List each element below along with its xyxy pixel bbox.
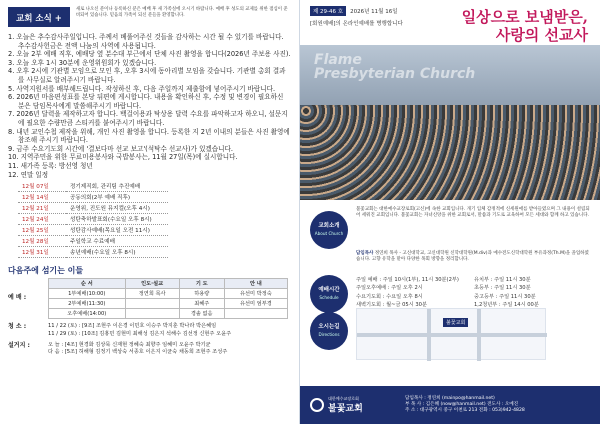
worship-tag-en: Schedule — [319, 295, 339, 300]
roles-cell: 하용량 — [179, 289, 224, 299]
roles-header: 안 내 — [224, 279, 287, 289]
cover-panel — [300, 0, 600, 424]
directions-tag-en: Directions — [318, 332, 340, 337]
news-note: 새로 나오신 분이나 등록하신 분은 예배 후 새 가족실에 오시기 바랍니다. 예배 후 성도의 교제를 위한 점심이 준비되어 있습니다. 믿음의 가족이 되신 분들을 환영합니다. — [75, 7, 288, 18]
worship-time: 유치부 : 주일 11시 30분 — [474, 277, 531, 283]
roles-cell: 정연희 목사 — [125, 289, 179, 299]
roles-header-row — [49, 279, 288, 289]
news-item: 6. 2026년 마음편성표를 본당 뒤편에 게시합니다. 내용을 확인하신 후, 수정 및 변경이 필요하신 분은 담임목사에게 말씀해주시기 바랍니다. — [8, 93, 284, 110]
schedule-date: 12월 24일 — [18, 214, 66, 225]
news-item: 5. 사역지원서를 배부해드립니다. 작성하신 후, 다음 주일까지 제출함에 넣어주시기 바랍니다. — [8, 84, 276, 93]
roles-cell — [125, 299, 179, 309]
schedule-date: 12월 25일 — [18, 225, 66, 236]
schedule-row — [18, 181, 168, 192]
congregation-photo — [300, 45, 600, 200]
worship-row — [356, 284, 592, 292]
church-logo — [310, 396, 405, 414]
worship-times — [356, 276, 592, 310]
map-road — [357, 333, 547, 337]
schedule-date: 12월 14일 — [18, 192, 66, 203]
news-item: 3. 오늘 오후 1시 30분에 운영위원회가 있겠습니다. — [8, 58, 157, 67]
news-item: 11. 새가족 등록: 방선영 청년 — [8, 161, 93, 170]
worship-time: 1,2청년부 : 주일 14시 00분 — [474, 302, 539, 309]
news-item: 7. 2026년 달력을 제작하고자 합니다. 백걸이용과 탁상용 달력 수요를 파악하고자 하오니, 설문지에 필요한 수량만큼 스티커를 붙여주시기 바랍니다. — [8, 110, 288, 127]
map-road — [477, 309, 481, 361]
roles-row — [49, 309, 288, 319]
roles-label: 예 배 : — [8, 294, 27, 302]
roles-cell: 1부예배(10:00) — [49, 289, 126, 299]
pastor-info — [356, 251, 592, 264]
schedule-date: 12월 28일 — [18, 236, 66, 247]
roles-cell: 최혜주 — [179, 299, 224, 309]
photo-watermark — [314, 53, 475, 81]
worship-roles — [8, 278, 291, 319]
church-name: 불꽃교회 — [328, 404, 363, 414]
schedule-date: 12월 07일 — [18, 181, 66, 192]
directions-map[interactable] — [356, 308, 546, 360]
watermark-line-2: Presbyterian Church — [314, 66, 476, 82]
pastor-text: 정연희 목사 - 고신대학교, 고신대학원 신학대학원(M.div)과 예수전도신학대학원 부유과정(Th.M)을 졸업하였습니다. 고향 유학을 맡아 다양한 목회 방향을 정리합니다. — [356, 251, 589, 263]
roles-row — [49, 289, 288, 299]
intro-tag-en: About Church — [314, 231, 344, 236]
schedule-event: 송년예배(수요일 오후 8시) — [66, 247, 168, 258]
contact-line: 담임목사 : 정연희 (mainpo@hanmail.net) — [405, 395, 495, 401]
year-end-schedule — [18, 181, 168, 258]
dishwashing-label: 설거지 : — [8, 341, 30, 349]
schedule-row — [18, 247, 168, 258]
cover-header — [300, 0, 600, 45]
denomination: 대한예수교장로회 — [328, 396, 359, 401]
flame-logo-icon — [310, 398, 324, 412]
map-road — [427, 309, 431, 361]
pastor-label: 담임목사 — [356, 251, 374, 256]
schedule-row — [18, 192, 168, 203]
cleaning-line: 11 / 29 (토) : [10조] 김홍민 김현미 최해성 김은지 석해수 김선정 신현주 오윤주 — [48, 330, 232, 337]
roles-cell — [125, 309, 179, 319]
news-item: 9. 금주 수요기도회 시간에 '결보다마 선교 보고'(석탁수 선교사)가 있겠습니다. — [8, 144, 234, 153]
news-list — [8, 33, 291, 179]
news-item: 12. 연말 일정 — [8, 170, 49, 179]
dishwashing-line: 다 음 : [5조] 허해형 김정기 백상숙 서종호 이은지 이균숙 채동희 조현주 조성주 — [48, 349, 228, 356]
roles-header: 순 서 — [49, 279, 126, 289]
roles-cell: 경솔 없음 — [179, 309, 224, 319]
watermark-line-1: Flame — [314, 52, 362, 68]
contact-line: 주 소 : 대구광역시 중구 이천로 213 전화 : 053)942-4828 — [405, 408, 525, 414]
roles-cell: 유선미 엄부경 — [224, 299, 287, 309]
roles-cell: 유선미 박정숙 — [224, 289, 287, 299]
map-church-marker: 불꽃교회 — [443, 318, 468, 327]
dishwashing-line: 오 늘 : [4조] 현경화 김상묵 신재현 정혜숙 최향주 임혜미 오윤주 박기균 — [48, 341, 211, 348]
news-item: 10. 지역주민을 위한 무료미용봉사와 국밥봉사는, 11월 27일(목)에 실시합니다. — [8, 153, 238, 162]
intro-tag-label: 교회소개 — [318, 223, 340, 229]
issue-date: 2026년 11월 16일 — [350, 9, 398, 15]
schedule-event: 성탄축하발표회(수요일 오후 8시) — [66, 214, 168, 225]
crowd-image — [300, 105, 600, 200]
church-intro: 불꽃교회는 대한예수교장로회(고신)에 속한 교회입니다. 개기 입체 감정적에 신세원애를 받아들였으며 그 내용이 설립되어 세워진 교회입니다. 불꽃교회는 자녀신앙을 위한 교회로서, 말씀과 기도로 교육하여 모든 세대와 함께 하고 있습니다. — [356, 207, 590, 219]
roles-row — [49, 299, 288, 309]
roles-table — [48, 278, 288, 319]
worship-tag — [310, 275, 348, 313]
dishwashing-duty — [8, 342, 291, 357]
directions-tag — [310, 312, 348, 350]
worship-time: 중고등부 : 주일 11시 30분 — [474, 293, 536, 300]
news-badge: 교회 소식 + — [8, 7, 70, 27]
schedule-event: 주일학교 수료예배 — [66, 236, 168, 247]
schedule-date: 12월 21일 — [18, 203, 66, 214]
contact-line: 부 목 사 : 김은혜 (now@hanmail.net) 전도사 : 오예진 — [405, 401, 519, 407]
roles-cell: 오후예배(14:00) — [49, 309, 126, 319]
directions-tag-label: 오시는길 — [318, 324, 340, 330]
schedule-event: 공동의회(2부 예배 직후) — [66, 192, 168, 203]
news-item: 4. 오후 2시에 기관별 모임으로 모인 후, 오후 3시에 동아리별 모임을 갖습니다. 기관별 총회 결과를 사무실로 알려주시기 바랍니다. — [8, 67, 286, 84]
schedule-row — [18, 214, 168, 225]
schedule-event: 성탄감사예배(목요일 오전 11시) — [66, 225, 168, 236]
worship-row — [356, 276, 592, 284]
roles-cell — [224, 309, 287, 319]
worship-tag-label: 예배시간 — [318, 287, 340, 293]
roles-header: 인도·설교 — [125, 279, 179, 289]
roles-header: 기 도 — [179, 279, 224, 289]
worship-time: 새벽기도회 : 월~금 05시 30분 — [356, 302, 427, 309]
cleaning-duty — [8, 323, 291, 338]
news-item: 2. 오늘 2부 예배 직후, 예배당 옆 분수대 부근에서 단체 사진 촬영을 합니다(2026년 주보용 사진). — [8, 50, 291, 59]
news-header — [8, 7, 291, 27]
next-week-title: 다음주에 섬기는 이들 — [8, 266, 84, 276]
title-line-2: 사랑의 선교사 — [495, 26, 588, 44]
worship-time: 주일 예배 : 주일 10시(1부), 11시 30분(2부) — [356, 277, 459, 283]
news-item: 8. 내년 교인수첩 제작을 위해, 개인 사진 촬영을 합니다. 등록한 지 2년 이내의 분들은 사진 촬영에 참조해 주시기 바랍니다. — [8, 127, 290, 145]
schedule-row — [18, 225, 168, 236]
news-item: 1. 오늘은 추수감사주일입니다. 주께서 베풀어주신 것들을 감사하는 시간 될 수 있기를 바랍니다. 추수감사헌금은 전액 나눔의 사역에 사용됩니다. — [8, 33, 284, 50]
issue-number: 제 29-46 호 — [310, 6, 346, 16]
worship-time: 초등부 : 주일 11시 30분 — [474, 285, 531, 292]
cleaning-line: 11 / 22 (토) : [9조] 조현주 이은경 이민호 이승주 박지훈 박나라 박은혜임 — [48, 323, 217, 330]
cleaning-label: 청 소 : — [8, 323, 27, 331]
schedule-row — [18, 203, 168, 214]
schedule-event: 운영위, 진도원 뮤지컬(오후 4시) — [66, 203, 168, 214]
issue-note-text: [회원예배]의 온라인예배를 병행합니다 — [310, 21, 403, 27]
worship-time: 수요기도회 : 수요일 오후 8시 — [356, 293, 423, 300]
schedule-date: 12월 31일 — [18, 247, 66, 258]
schedule-row — [18, 236, 168, 247]
worship-time: 주일오후예배 : 주일 오후 2시 — [356, 285, 423, 292]
roles-cell: 2부예배(11:30) — [49, 299, 126, 309]
worship-row — [356, 293, 592, 301]
title-line-1: 일상으로 보냄받은, — [461, 8, 588, 26]
intro-tag — [310, 211, 348, 249]
church-footer — [300, 386, 600, 424]
schedule-event: 정기제직회, 관리팀 추진예배 — [66, 181, 168, 192]
contact-info — [405, 396, 590, 415]
